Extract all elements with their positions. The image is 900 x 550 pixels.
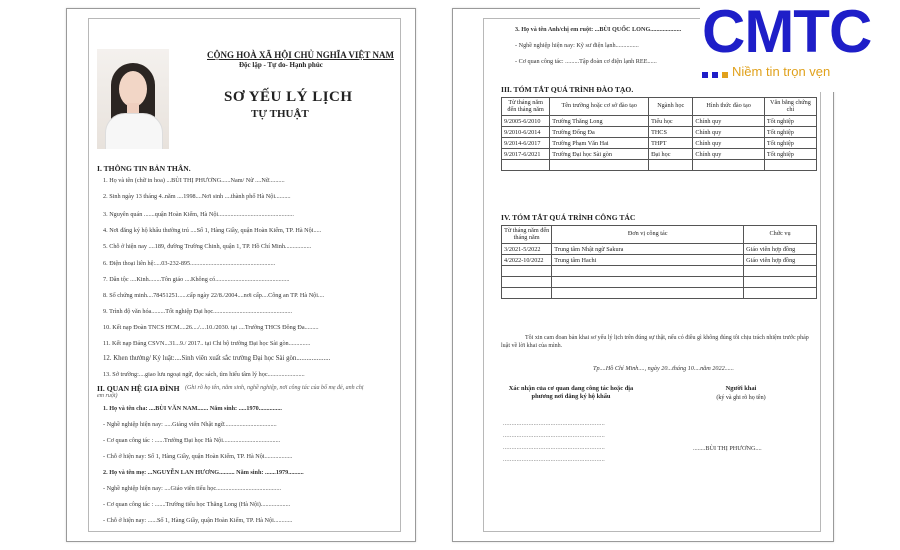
section-family-note: (Ghi rõ họ tên, năm sinh, nghề nghiệp, nơi công tác của bố mẹ đẻ, anh chị em ruột) [97, 385, 364, 399]
family-line: - Cơ quan công tác : ......Trường Đại học Hà Nội..................................... [103, 437, 281, 444]
family-line: 2. Họ và tên mẹ: ...NGUYỄN LAN HƯƠNG.......... Năm sinh: .......1979.......... [103, 469, 304, 476]
sibling-line: - Nghề nghiệp hiện nay: Kỹ sư điện lạnh............... [515, 42, 639, 49]
signer-title: Người khai [725, 385, 757, 392]
table-cell: Chính quy [693, 138, 764, 149]
table-cell: Giáo viên hợp đồng [744, 244, 817, 255]
company-logo [700, 0, 900, 92]
table-header: Hình thức đào tạo [693, 98, 764, 116]
info-line: 3. Nguyên quán .......quận Hoàn Kiếm, Hà Nội................................................. [103, 211, 294, 218]
info-line: 10. Kết nạp Đoàn TNCS HCM....26..../....10./2030. tại ....Trường THCS Đông Đa......... [103, 324, 319, 331]
info-line: 1. Họ và tên (chữ in hoa) ...BÙI THỊ PHƯƠNG......Nam/ Nữ ....Nữ.......... [103, 177, 285, 184]
table-cell: 9/2014-6/2017 [502, 138, 550, 149]
table-cell: Giáo viên hợp đồng [744, 255, 817, 266]
table-row [502, 266, 817, 277]
family-line: - Nghề nghiệp hiện nay: .....Giảng viên Nhật ngữ.................................. [103, 421, 277, 428]
table-cell: Trường Thăng Long [550, 116, 649, 127]
family-line: - Chỗ ở hiện nay: ......Số 1, Hàng Giầy, quận Hoàn Kiếm, TP. Hà Nội............ [103, 517, 293, 524]
table-cell: Trung tâm Hachi [552, 255, 744, 266]
table-header: Từ tháng năm đến tháng năm [502, 98, 550, 116]
table-cell: Tốt nghiệp [764, 138, 816, 149]
table-cell: 9/2005-6/2010 [502, 116, 550, 127]
info-line: 9. Trình độ văn hóa.........Tốt nghiệp Đại học................................................... [103, 308, 293, 315]
table-row [502, 138, 817, 149]
table-cell: Tốt nghiệp [764, 116, 816, 127]
table-cell: Trường Đống Đa [550, 127, 649, 138]
table-cell: Trường Phạm Văn Hai [550, 138, 649, 149]
table-header: Chức vụ [744, 226, 817, 244]
national-motto: Độc lập - Tự do- Hạnh phúc [239, 61, 323, 69]
table-cell: Đại học [649, 149, 693, 160]
signer-name: ........BÙI THỊ PHƯƠNG.... [693, 445, 762, 452]
family-line: - Cơ quan công tác : .......Trường tiểu học Thăng Long (Hà Nội)................... [103, 501, 291, 508]
section-work: IV. TÓM TẮT QUÁ TRÌNH CÔNG TÁC [501, 213, 636, 222]
signer-subtitle: (ký và ghi rõ họ tên) [716, 395, 766, 401]
table-header: Ngành học [649, 98, 693, 116]
table-cell: 3/2021-5/2022 [502, 244, 552, 255]
table-cell: Tốt nghiệp [764, 149, 816, 160]
section-personal-info: I. THÔNG TIN BẢN THÂN. [97, 164, 191, 173]
place-date-line: Tp....Hồ Chí Minh...., ngày 20...tháng 10....năm 2022...... [593, 365, 734, 372]
family-line: - Nghề nghiệp hiện nay: ....Giáo viên tiểu học.......................................... [103, 485, 282, 492]
table-cell: Chính quy [693, 116, 764, 127]
table-cell: Tốt nghiệp [764, 127, 816, 138]
confirmation-dots: ............................................................ [503, 433, 605, 439]
info-line: 13. Sở trường:....giao lưu ngoại ngữ, đọc sách, tìm hiểu tâm lý học........................ [103, 371, 305, 378]
sibling-line: - Cơ quan công tác: .........Tập đoàn cơ điện lạnh REE...... [515, 58, 657, 65]
table-cell: 9/2010-6/2014 [502, 127, 550, 138]
document-subtitle: TỰ THUẬT [251, 108, 309, 120]
sibling-line: 3. Họ và tên Anh/chị em ruột: ...BÙI QUỐC LONG.................... [515, 26, 682, 33]
logo-wordmark: CMTC [702, 0, 872, 65]
logo-square-icon [702, 72, 708, 78]
table-header: Tên trường hoặc cơ sở đào tạo [550, 98, 649, 116]
document-title: SƠ YẾU LÝ LỊCH [224, 89, 353, 105]
info-line: 11. Kết nạp Đảng CSVN...31...9./ 2017.. tại Chi bộ trường Đại học Sài gòn.............. [103, 340, 311, 347]
section-education: III. TÓM TẮT QUÁ TRÌNH ĐÀO TẠO. [501, 85, 634, 94]
family-line: - Chỗ ở hiện nay: Số 1, Hàng Giầy, quận Hoàn Kiếm, TP. Hà Nội.................. [103, 453, 293, 460]
table-cell: 4/2022-10/2022 [502, 255, 552, 266]
table-cell: Trường Đại học Sài gòn [550, 149, 649, 160]
table-cell: Trung tâm Nhật ngữ Sakura [552, 244, 744, 255]
family-line: 1. Họ và tên cha: ....BÙI VĂN NAM....... Năm sinh: .....1970............... [103, 405, 282, 412]
table-header: Đơn vị công tác [552, 226, 744, 244]
info-line: 12. Khen thưởng/ Kỷ luật:....Sinh viên xuất sắc trường Đại học Sài gòn.................... [103, 355, 331, 362]
table-row [502, 127, 817, 138]
info-line: 7. Dân tộc ....Kinh........Tôn giáo ....Không có................................................ [103, 276, 290, 283]
table-cell: Chính quy [693, 127, 764, 138]
work-table [501, 225, 817, 299]
table-row [502, 277, 817, 288]
commitment-paragraph: Tôi xin cam đoan bản khai sơ yếu lý lịch trên đúng sự thật, nếu có điều gì không đúng tôi chịu trách nhiệm trước pháp luật về lời khai của mình. [501, 335, 809, 349]
confirmation-dots: ............................................................ [503, 445, 605, 451]
info-line: 2. Sinh ngày 13 tháng 4..năm ....1998....Nơi sinh ....thành phố Hà Nội.......... [103, 193, 291, 200]
section-family: II. QUAN HỆ GIA ĐÌNH [97, 384, 180, 393]
logo-tagline: Niềm tin trọn vẹn [732, 64, 831, 79]
info-line: 8. Số chứng minh....78451251......cấp ngày 22/8./2004....nơi cấp....Công an TP. Hà Nội.... [103, 292, 325, 299]
logo-square-icon [712, 72, 718, 78]
info-line: 4. Nơi đăng ký hộ khẩu thường trú ....Số 1, Hàng Giầy, quận Hoàn Kiếm, TP. Hà Nội..... [103, 227, 322, 234]
info-line: 6. Điện thoại liên hệ:....03-232-895....................................................... [103, 260, 276, 267]
table-cell: THPT [649, 138, 693, 149]
table-row [502, 244, 817, 255]
confirmation-title: Xác nhận của cơ quan đang công tác hoặc địa phương nơi đăng ký hộ khẩu [508, 385, 634, 400]
table-row [502, 116, 817, 127]
table-cell: 9/2017-6/2021 [502, 149, 550, 160]
logo-square-icon [722, 72, 728, 78]
education-table [501, 97, 817, 171]
table-row [502, 288, 817, 299]
confirmation-dots: ............................................................ [503, 457, 605, 463]
table-cell: THCS [649, 127, 693, 138]
national-header: CỘNG HOÀ XÃ HỘI CHỦ NGHĨA VIỆT NAM [207, 50, 394, 60]
portrait-photo [97, 49, 169, 149]
document-page-left [66, 8, 416, 542]
table-cell: Tiểu học [649, 116, 693, 127]
confirmation-dots: ............................................................ [503, 421, 605, 427]
table-cell: Chính quy [693, 149, 764, 160]
table-row [502, 149, 817, 160]
table-header: Từ tháng năm đến tháng năm [502, 226, 552, 244]
table-row [502, 160, 817, 171]
info-line: 5. Chỗ ở hiện nay ....189, đường Trường Chinh, quận 1, TP. Hồ Chí Minh................. [103, 243, 312, 250]
table-row [502, 255, 817, 266]
table-header: Văn bằng chứng chỉ [764, 98, 816, 116]
